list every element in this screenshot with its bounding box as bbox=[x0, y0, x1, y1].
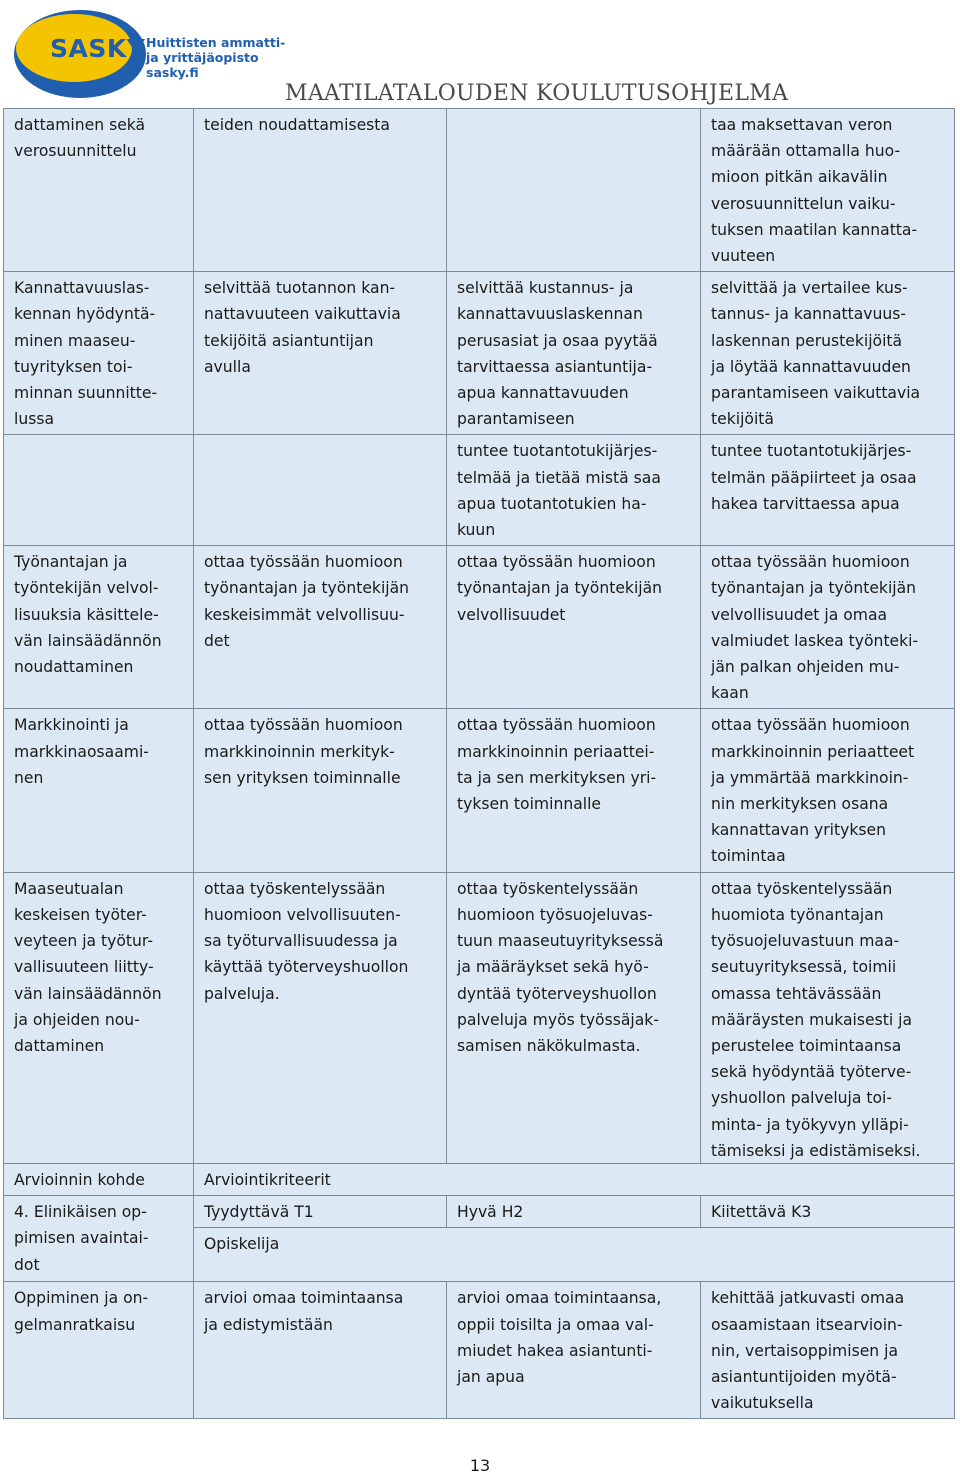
assessment-cell: Oppiminen ja on- gelmanratkaisu bbox=[4, 1282, 194, 1419]
criteria-cell: ottaa työskentelyssään huomioon työsuojeluvas- tuun maaseutuyrityksessä ja määräykset sekä hyö- dyntää työterveyshuollon palveluja myös työssäjak- samisen näkökulmasta. bbox=[447, 872, 701, 1166]
criteria-cell: ottaa työssään huomioon markkinoinnin periaatteet ja ymmärtää markkinoin- nin merkityksen osana kannattavan yrityksen toimintaa bbox=[701, 709, 955, 872]
criteria-cell: teiden noudattamisesta bbox=[194, 109, 447, 272]
assessment-cell: kehittää jatkuvasti omaa osaamistaan itsearvioin- nin, vertaisoppimisen ja asiantuntijoiden myötä- vaikutuksella bbox=[701, 1282, 955, 1419]
criteria-cell: ottaa työssään huomioon markkinoinnin merkityk- sen yrityksen toiminnalle bbox=[194, 709, 447, 872]
criteria-cell: selvittää ja vertailee kus- tannus- ja kannattavuus- laskennan perustekijöitä ja löytää kannattavuuden parantamiseen vaikuttavia tekijöitä bbox=[701, 272, 955, 435]
criteria-row bbox=[4, 109, 955, 272]
levels-row bbox=[4, 1196, 955, 1228]
criteria-cell: ottaa työskentelyssään huomiota työnantajan työsuojeluvastuun maa- seutuyrityksessä, toimii omassa tehtävässään määräysten mukaisesti ja perustelee toimintaansa sekä hyödyntää työterve- yshuollon palveluja toi- minta- ja työkyvyn ylläpi- tämiseksi ja edistämiseksi. bbox=[701, 872, 955, 1166]
criteria-row bbox=[4, 872, 955, 1166]
level-k3: Kiitettävä K3 bbox=[701, 1196, 955, 1228]
assessment-target-header: Arvioinnin kohde bbox=[4, 1164, 194, 1196]
criteria-row bbox=[4, 546, 955, 709]
criteria-cell bbox=[447, 109, 701, 272]
criteria-row bbox=[4, 435, 955, 546]
criteria-cell: ottaa työssään huomioon markkinoinnin periaattei- ta ja sen merkityksen yri- tyksen toiminnalle bbox=[447, 709, 701, 872]
criteria-cell: dattaminen sekä verosuunnittelu bbox=[4, 109, 194, 272]
criteria-cell: Kannattavuuslas- kennan hyödyntä- minen maaseu- tuyrityksen toi- minnan suunnitte- lussa bbox=[4, 272, 194, 435]
program-title: MAATILATALOUDEN KOULUTUSOHJELMA bbox=[285, 81, 789, 106]
criteria-header: Arviointikriteerit bbox=[194, 1164, 955, 1196]
criteria-table bbox=[3, 108, 955, 1167]
assessment-table bbox=[3, 1163, 955, 1419]
assessment-header-row bbox=[4, 1164, 955, 1196]
sasky-logo bbox=[12, 2, 286, 102]
criteria-cell: tuntee tuotantotukijärjes- telmää ja tietää mistä saa apua tuotantotukien ha- kuun bbox=[447, 435, 701, 546]
logo-school-name: Huittisten ammatti- ja yrittäjäopisto sasky.fi bbox=[146, 35, 286, 80]
criteria-cell: ottaa työssään huomioon työnantajan ja työntekijän velvollisuudet ja omaa valmiudet laskea työnteki- jän palkan ohjeiden mu- kaan bbox=[701, 546, 955, 709]
level-h2: Hyvä H2 bbox=[447, 1196, 701, 1228]
subject-label: Opiskelija bbox=[194, 1228, 955, 1282]
criteria-cell: Markkinointi ja markkinaosaami- nen bbox=[4, 709, 194, 872]
criteria-cell: ottaa työskentelyssään huomioon velvollisuuten- sa työturvallisuudessa ja käyttää työterveyshuollon palveluja. bbox=[194, 872, 447, 1166]
criteria-cell: ottaa työssään huomioon työnantajan ja työntekijän keskeisimmät velvollisuu- det bbox=[194, 546, 447, 709]
section-title: 4. Elinikäisen op- pimisen avaintai- dot bbox=[4, 1196, 194, 1282]
page-number: 13 bbox=[469, 1456, 491, 1475]
criteria-row bbox=[4, 709, 955, 872]
level-t1: Tyydyttävä T1 bbox=[194, 1196, 447, 1228]
criteria-cell: tuntee tuotantotukijärjes- telmän pääpiirteet ja osaa hakea tarvittaessa apua bbox=[701, 435, 955, 546]
criteria-cell bbox=[194, 435, 447, 546]
logo-word: SASKY bbox=[50, 34, 146, 63]
assessment-cell: arvioi omaa toimintaansa ja edistymistään bbox=[194, 1282, 447, 1419]
assessment-cell: arvioi omaa toimintaansa, oppii toisilta ja omaa val- miudet hakea asiantunti- jan apua bbox=[447, 1282, 701, 1419]
criteria-cell: Työnantajan ja työntekijän velvol- lisuuksia käsittele- vän lainsäädännön noudattaminen bbox=[4, 546, 194, 709]
criteria-cell: selvittää kustannus- ja kannattavuuslaskennan perusasiat ja osaa pyytää tarvittaessa asiantuntija- apua kannattavuuden parantamiseen bbox=[447, 272, 701, 435]
assessment-row bbox=[4, 1282, 955, 1419]
criteria-cell: selvittää tuotannon kan- nattavuuteen vaikuttavia tekijöitä asiantuntijan avulla bbox=[194, 272, 447, 435]
criteria-row bbox=[4, 272, 955, 435]
criteria-cell: ottaa työssään huomioon työnantajan ja työntekijän velvollisuudet bbox=[447, 546, 701, 709]
criteria-cell bbox=[4, 435, 194, 546]
criteria-cell: Maaseutualan keskeisen työter- veyteen ja työtur- vallisuuteen liitty- vän lainsäädännön ja ohjeiden nou- dattaminen bbox=[4, 872, 194, 1166]
criteria-cell: taa maksettavan veron määrään ottamalla huo- mioon pitkän aikavälin verosuunnittelun vaiku- tuksen maatilan kannatta- vuuteen bbox=[701, 109, 955, 272]
